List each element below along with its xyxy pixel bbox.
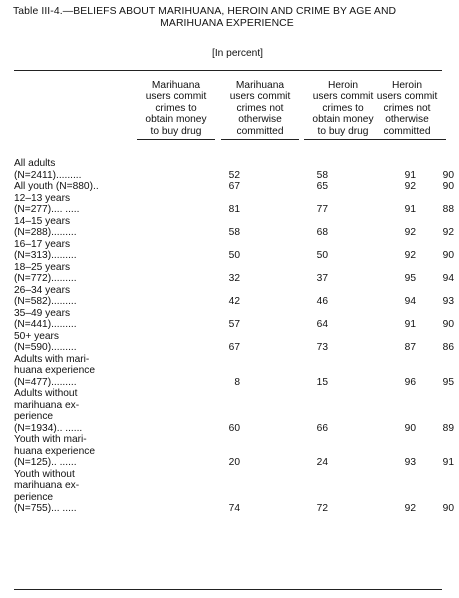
row-label-line: (N=277).... ..... [14,204,80,215]
table-cell: 15 [316,376,328,388]
table-cell: 94 [442,273,454,284]
column-header-2 [217,80,303,140]
column-header-3-line: Heroin [327,80,358,91]
table-cell: 92 [404,250,416,261]
table-cell: 89 [442,422,454,434]
column-header-4-line: otherwise [385,114,429,126]
column-header-4-line: users commit [376,91,438,103]
column-header-3-line: obtain money [312,114,374,126]
row-label-line: marihuana ex- [14,399,80,411]
table-cell: 96 [404,376,416,388]
table-cell: 37 [316,273,328,284]
table-row [14,261,454,285]
bottom-rule [14,589,442,590]
table-cell: 91 [404,204,416,215]
table-cell: 58 [316,169,328,181]
table-cell: 92 [404,227,416,238]
row-label-line: huana experience [14,365,95,376]
row-label-line: 14–15 years [14,215,71,227]
row-label-line: (N=288)......... [14,227,77,238]
column-header-4-rule [368,139,446,140]
table-title-line-1: Table III-4.—BELIEFS ABOUT MARIHUANA, HEROIN AND CRIME BY AGE AND [13,6,397,17]
table-cell: 60 [228,422,240,434]
column-header-3-line: to buy drug [317,125,369,137]
table-cell: 90 [442,250,454,261]
table-cell: 91 [404,319,416,330]
column-header-1-line: crimes to [155,102,197,114]
column-header-2-line: users commit [229,91,291,103]
table-row [14,307,454,331]
table-cell: 90 [442,181,454,192]
table-cell: 66 [316,422,328,434]
table-cell: 92 [442,227,454,238]
row-label-line: 16–17 years [14,238,71,250]
table-cell: 77 [316,204,328,215]
row-label [14,285,129,308]
table-cell: 64 [316,319,328,330]
column-header-3-line: crimes to [322,102,364,114]
table-row [14,284,454,308]
column-header-3-line: users commit [312,91,374,103]
table-row [14,238,454,262]
table-cell: 24 [316,457,328,468]
table-cell: 93 [442,296,454,307]
row-label [14,331,129,354]
row-label-line: (N=1934).. ...... [14,422,83,434]
row-label-line: Youth without [14,468,75,480]
column-header-2-rule [221,139,299,140]
row-label-line: (N=125).. ...... [14,457,77,468]
table-cell: 57 [228,319,240,330]
table-title-line-2: MARIHUANA EXPERIENCE [160,18,294,29]
table-cell: 81 [228,204,240,215]
table-row [14,181,454,193]
table-cell: 88 [442,204,454,215]
table-title [13,6,449,30]
row-label [14,308,129,331]
table-cell: 58 [228,227,240,238]
table-cell: 68 [316,227,328,238]
row-label-line: Adults with mari- [14,353,90,365]
row-label-line: (N=582)......... [14,296,77,307]
table-cell: 91 [404,169,416,181]
row-label-line: (N=477)......... [14,376,77,388]
table-row [14,158,454,181]
table-cell: 90 [442,319,454,330]
row-label-line: marihuana ex- [14,480,80,491]
table-row [14,330,454,354]
unit-note: [In percent] [212,48,263,59]
column-header-2-line: crimes not [236,102,284,114]
table-cell: 95 [404,273,416,284]
row-label-line: All adults [14,158,56,169]
row-label-line: (N=313)......... [14,250,77,261]
column-header-4-line: committed [383,125,431,137]
table-cell: 90 [442,169,454,181]
table-cell: 46 [316,296,328,307]
table-cell: 90 [404,422,416,434]
row-label [14,158,129,181]
table-row [14,388,454,434]
table-cell: 65 [316,181,328,192]
row-label [14,469,129,515]
table-row [14,468,454,515]
table-cell: 8 [234,376,240,388]
row-label-line: 35–49 years [14,307,71,319]
column-header-1-line: to buy drug [150,125,202,137]
row-label-line: (N=772)......... [14,273,77,284]
column-header-4-line: Heroin [391,80,422,91]
table-cell: 87 [404,342,416,353]
column-header-4-line: crimes not [383,102,431,114]
row-label-line: perience [14,491,54,503]
column-header-2-line: otherwise [238,114,282,126]
table-cell: 72 [316,503,328,514]
column-header-1-line: users commit [145,91,207,103]
row-label-line: Adults without [14,388,78,399]
row-label-line: 50+ years [14,330,60,342]
column-header-1-line: obtain money [145,114,207,126]
table-cell: 67 [228,342,240,353]
column-header-1 [133,80,219,140]
row-label [14,193,129,216]
top-rule [14,70,442,71]
table-row [14,434,454,469]
row-label-line: All youth (N=880).. [14,181,99,192]
row-label-line: Youth with mari- [14,434,87,445]
table-cell: 94 [404,296,416,307]
row-label [14,181,129,193]
table-row [14,353,454,389]
table-row [14,215,454,239]
table-cell: 20 [228,457,240,468]
table-cell: 42 [228,296,240,307]
table-cell: 50 [228,250,240,261]
row-label-line: 26–34 years [14,284,71,296]
table-cell: 91 [442,457,454,468]
table-cell: 92 [404,503,416,514]
row-label-line: (N=2411)......... [14,169,82,181]
column-header-1-rule [137,139,215,140]
table-cell: 95 [442,376,454,388]
column-header-2-line: committed [236,125,284,137]
row-label [14,354,129,389]
row-label [14,434,129,469]
row-label [14,262,129,285]
row-label [14,216,129,239]
column-header-4 [364,80,450,140]
table-cell: 93 [404,457,416,468]
table-cell: 90 [442,503,454,514]
column-header-2-line: Marihuana [235,80,285,91]
table-cell: 86 [442,342,454,353]
table-cell: 50 [316,250,328,261]
table-cell: 74 [228,503,240,514]
table-cell: 73 [316,342,328,353]
table-cell: 92 [404,181,416,192]
row-label-line: (N=441)......... [14,319,77,330]
table-cell: 67 [228,181,240,192]
column-header-1-line: Marihuana [151,80,201,91]
row-label-line: (N=590)......... [14,342,77,353]
row-label-line: perience [14,411,54,422]
row-label-line: 12–13 years [14,192,71,204]
table-cell: 52 [228,169,240,181]
top-rule-tick [34,70,60,71]
row-label-line: 18–25 years [14,261,71,273]
row-label [14,388,129,434]
row-label-line: huana experience [14,445,95,457]
table-cell: 32 [228,273,240,284]
row-label-line: (N=755)... ..... [14,503,77,514]
table-body [14,158,454,515]
table-row [14,192,454,216]
row-label [14,239,129,262]
